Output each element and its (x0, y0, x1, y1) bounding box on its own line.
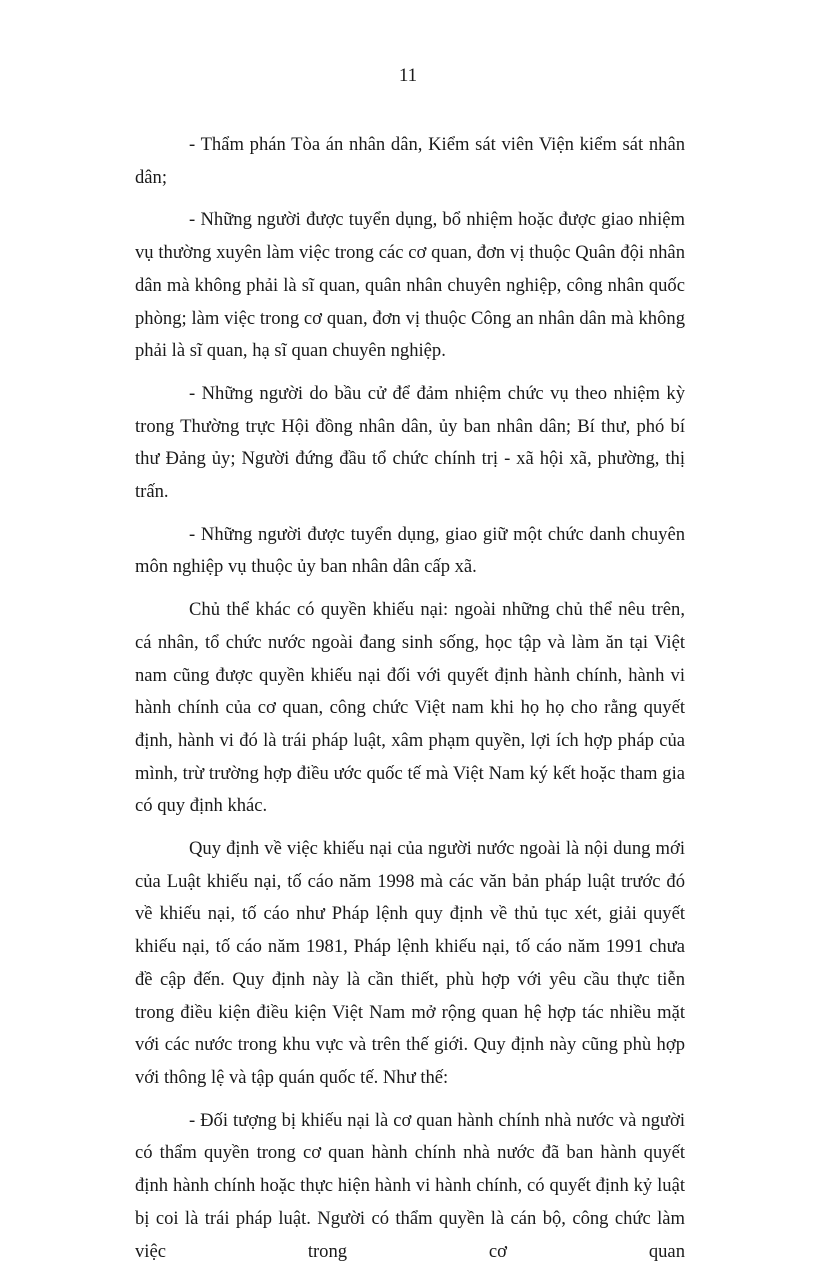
paragraph-military-police-staff: - Những người được tuyển dụng, bổ nhiệm hoặc được giao nhiệm vụ thường xuyên làm việc trong các cơ quan, đơn vị thuộc Quân đội nhân dân mà không phải là sĩ quan, quân nhân chuyên nghiệp, công nhân quốc phòng; làm việc trong cơ quan, đơn vị thuộc Công an nhân dân mà không phải là sĩ quan, hạ sĩ quan chuyên nghiệp. (135, 209, 685, 362)
paragraph-complaint-target: - Đối tượng bị khiếu nại là cơ quan hành chính nhà nước và người có thẩm quyền trong cơ quan hành chính nhà nước đã ban hành quyết định hành chính hoặc thực hiện hành vi hành chính, có quyết định kỷ luật bị coi là trái pháp luật. Người có thẩm quyền là cán bộ, công chức làm việc trong cơ quan (135, 1109, 685, 1262)
paragraph-foreigner-complaints: Quy định về việc khiếu nại của người nước ngoài là nội dung mới của Luật khiếu nại, tố cáo năm 1998 mà các văn bản pháp luật trước đó về khiếu nại, tố cáo như Pháp lệnh quy định về thủ tục xét, giải quyết khiếu nại, tố cáo năm 1981, Pháp lệnh khiếu nại, tố cáo năm 1991 chưa đề cập đến. Quy định này là cần thiết, phù hợp với yêu cầu thực tiễn trong điều kiện điều kiện Việt Nam mở rộng quan hệ hợp tác nhiều mặt với các nước trong khu vực và trên thế giới. Quy định này cũng phù hợp với thông lệ và tập quán quốc tế. Như thế: (135, 838, 685, 1088)
document-body (135, 129, 685, 1268)
paragraph-elected-officials: - Những người do bầu cử để đảm nhiệm chức vụ theo nhiệm kỳ trong Thường trực Hội đồng nhân dân, ủy ban nhân dân; Bí thư, phó bí thư Đảng ủy; Người đứng đầu tổ chức chính trị - xã hội xã, phường, thị trấn. (135, 382, 685, 503)
paragraph-commune-staff: - Những người được tuyển dụng, giao giữ một chức danh chuyên môn nghiệp vụ thuộc ủy ban nhân dân cấp xã. (135, 523, 685, 578)
paragraph-judges-prosecutors: - Thẩm phán Tòa án nhân dân, Kiểm sát viên Viện kiểm sát nhân dân; (135, 134, 685, 188)
paragraph-other-subjects: Chủ thể khác có quyền khiếu nại: ngoài những chủ thể nêu trên, cá nhân, tổ chức nước ngoài đang sinh sống, học tập và làm ăn tại Việt nam cũng được quyền khiếu nại đối với quyết định hành chính, hành vi hành chính của cơ quan, công chức Việt nam khi họ họ cho rằng quyết định, hành vi đó là trái pháp luật, xâm phạm quyền, lợi ích hợp pháp của mình, trừ trường hợp điều ước quốc tế mà Việt Nam ký kết hoặc tham gia có quy định khác. (135, 599, 685, 817)
page-number: 11 (398, 65, 418, 86)
